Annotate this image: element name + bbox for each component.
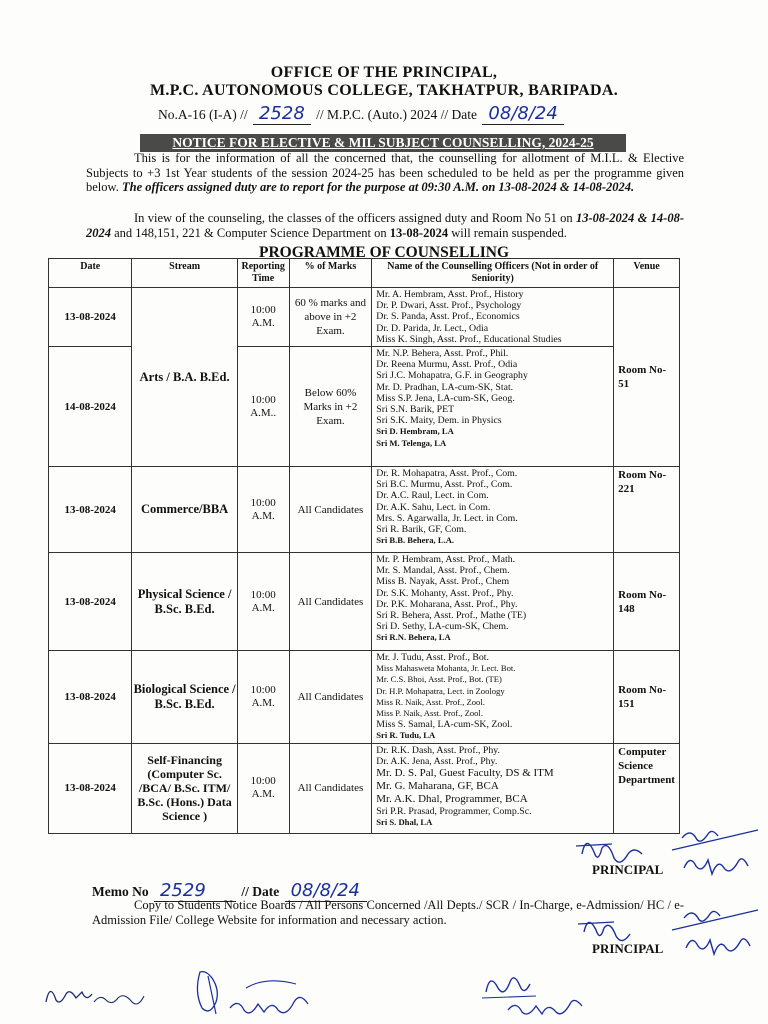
marks-cell: All Candidates — [289, 467, 372, 553]
officer-name: Mr. A.K. Dhal, Programmer, BCA — [376, 793, 528, 806]
notice-title: NOTICE FOR ELECTIVE & MIL SUBJECT COUNSELLING, 2024-25 — [140, 134, 626, 152]
officer-name: Sri D. Sethy, LA-cum-SK, Chem. — [376, 621, 509, 633]
time-cell: 10:00 A.M. — [237, 743, 289, 833]
time-cell: 10:00 A.M. — [237, 467, 289, 553]
col-header-marks: % of Marks — [289, 259, 372, 288]
ref-number-handwritten: 2528 — [253, 103, 311, 125]
venue-cell-commerce: Room No-221 — [614, 467, 680, 553]
officer-name: Dr. R. Mohapatra, Asst. Prof., Com. — [376, 468, 518, 480]
officers-cell — [372, 743, 614, 833]
time-cell: 10:00 A.M.. — [237, 347, 289, 467]
venue-cell-arts: Room No-51 — [614, 288, 680, 467]
officers-cell — [372, 288, 614, 347]
college-heading: M.P.C. AUTONOMOUS COLLEGE, TAKHATPUR, BARIPADA. — [149, 82, 619, 99]
memo-label: Memo No — [92, 884, 149, 899]
officer-name: Sri B.C. Murmu, Asst. Prof., Com. — [376, 479, 513, 491]
officers-cell — [372, 347, 614, 467]
officer-name-la: Sri B.B. Behera, L.A. — [376, 535, 455, 546]
officer-name: Mr. N.P. Behera, Asst. Prof., Phil. — [376, 348, 509, 360]
table-row-physical — [49, 553, 680, 651]
officer-name: Sri R. Behera, Asst. Prof., Mathe (TE) — [376, 610, 527, 622]
officer-name: Mrs. S. Agarwalla, Jr. Lect. in Com. — [376, 512, 518, 524]
officer-name: Miss K. Singh, Asst. Prof., Educational Studies — [376, 333, 562, 345]
table-row-biological — [49, 651, 680, 744]
officer-name: Sri S.K. Maity, Dem. in Physics — [376, 415, 502, 427]
ref-middle: // M.P.C. (Auto.) 2024 // Date — [316, 107, 478, 122]
officer-name: Sri P.R. Prasad, Programmer, Comp.Sc. — [376, 806, 532, 818]
table-row-commerce — [49, 467, 680, 553]
officers-cell — [372, 553, 614, 651]
officer-name: Miss P. Naik, Asst. Prof., Zool. — [376, 708, 483, 719]
officers-cell — [372, 651, 614, 744]
initials-signature-middle — [186, 962, 316, 1022]
venue-cell-physical: Room No-148 — [614, 553, 680, 651]
time-cell: 10:00 A.M. — [237, 651, 289, 744]
col-header-venue: Venue — [614, 259, 680, 288]
suspension-dates-1: 13-08-2024 & 14-08-2024 — [86, 211, 684, 240]
officer-name: Sri S.N. Barik, PET — [376, 404, 455, 416]
officer-name: Mr. C.S. Bhoi, Asst. Prof., Bot. (TE) — [376, 674, 502, 685]
officer-name: Mr. J. Tudu, Asst. Prof., Bot. — [376, 652, 489, 664]
marks-cell: Below 60% Marks in +2 Exam. — [289, 347, 372, 467]
ref-prefix: No.A-16 (I-A) // — [158, 107, 248, 122]
officer-name: Miss Mahasweta Mohanta, Jr. Lect. Bot. — [376, 663, 516, 674]
marks-cell: All Candidates — [289, 553, 372, 651]
marks-cell: All Candidates — [289, 743, 372, 833]
officer-name: Mr. G. Maharana, GF, BCA — [376, 780, 499, 793]
officer-name: Sri J.C. Mohapatra, G.F. in Geography — [376, 370, 528, 382]
officer-name: Dr. A.C. Raul, Lect. in Com. — [376, 490, 489, 502]
programme-title: PROGRAMME OF COUNSELLING — [258, 244, 509, 261]
table-row-selffinancing — [49, 743, 680, 833]
initials-signature-right — [478, 962, 588, 1020]
officer-name: Sri R. Barik, GF, Com. — [376, 524, 467, 536]
officer-name: Mr. P. Hembram, Asst. Prof., Math. — [376, 554, 516, 566]
ref-date-handwritten: 08/8/24 — [482, 103, 563, 125]
intro-text: This is for the information of all the concerned that, the counselling for allotment of M.I.L. & Elective Subjects to +3 1st Year students of the session 2024-25 has been scheduled to be held as per the programme given below. — [86, 151, 684, 194]
officer-name-la: Sri D. Hembram, LA — [376, 426, 454, 437]
officers-cell — [372, 467, 614, 553]
stream-cell-arts: Arts / B.A. B.Ed. — [132, 288, 237, 467]
suspension-date-2: 13-08-2024 — [389, 225, 449, 240]
officer-name-la: Sri R.N. Behera, LA — [376, 632, 451, 643]
officer-name: Dr. P. Dwari, Asst. Prof., Psychology — [376, 300, 522, 312]
officer-name: Miss S.P. Jena, LA-cum-SK, Geog. — [376, 392, 515, 404]
memo-date-handwritten: 08/8/24 — [285, 880, 367, 902]
suspension-text-b: and 148,151, 221 & Computer Science Department on — [111, 225, 390, 240]
principal-label-1: PRINCIPAL — [592, 862, 664, 877]
stream-cell-commerce: Commerce/BBA — [132, 467, 237, 553]
counselling-table — [48, 258, 680, 834]
copy-to-paragraph: Copy to Students Notice Boards / All Persons Concerned /All Depts./ SCR / In-Charge, e-Admission/ HC / e-Admission File/ College Website for information and necessary action. — [92, 898, 684, 927]
table-row-arts-1 — [49, 288, 680, 347]
stream-cell-biological: Biological Science / B.Sc. B.Ed. — [132, 651, 237, 744]
marks-cell: All Candidates — [289, 651, 372, 744]
officer-name: Dr. D. Parida, Jr. Lect., Odia — [376, 322, 489, 334]
date-cell: 14-08-2024 — [49, 347, 132, 467]
officer-name: Mr. A. Hembram, Asst. Prof., History — [376, 289, 524, 300]
officer-name-la: Sri S. Dhal, LA — [376, 817, 433, 828]
officer-name: Mr. D. S. Pal, Guest Faculty, DS & ITM — [376, 767, 554, 780]
officer-name: Mr. S. Mandal, Asst. Prof., Chem. — [376, 565, 510, 577]
initials-signature-left — [40, 972, 150, 1012]
col-header-officers: Name of the Counselling Officers (Not in order of Seniority) — [372, 259, 614, 288]
memo-number-handwritten: 2529 — [154, 880, 236, 902]
marks-cell: 60 % marks and above in +2 Exam. — [289, 288, 372, 347]
officer-name: Dr. S. Panda, Asst. Prof., Economics — [376, 311, 520, 323]
table-header-row — [49, 259, 680, 288]
date-cell: 13-08-2024 — [49, 553, 132, 651]
officer-name-la: Sri R. Tudu, LA — [376, 730, 436, 741]
date-cell: 13-08-2024 — [49, 651, 132, 744]
venue-cell-biological: Room No-151 — [614, 651, 680, 744]
officer-name: Miss S. Samal, LA-cum-SK, Zool. — [376, 719, 513, 731]
officer-name: Dr. A.K. Sahu, Lect. in Com. — [376, 501, 491, 513]
office-heading: OFFICE OF THE PRINCIPAL, — [270, 64, 498, 81]
officer-name-la: Sri M. Telenga, LA — [376, 437, 447, 448]
principal-label-2: PRINCIPAL — [592, 941, 664, 956]
intro-emphasis: The officers assigned duty are to report for the purpose at 09:30 A.M. on 13-08-2024 & 14-08-2024. — [122, 180, 635, 194]
officer-name: Dr. H.P. Mohapatra, Lect. in Zoology — [376, 685, 505, 696]
memo-date-label: // Date — [241, 884, 280, 899]
officer-name: Dr. P.K. Moharana, Asst. Prof., Phy. — [376, 598, 518, 610]
suspension-text-c: will remain suspended. — [448, 225, 567, 240]
intro-paragraph — [86, 151, 684, 195]
officer-name: Miss R. Naik, Asst. Prof., Zool. — [376, 696, 485, 707]
time-cell: 10:00 A.M. — [237, 288, 289, 347]
officer-name: Miss B. Nayak, Asst. Prof., Chem — [376, 576, 510, 588]
stream-cell-physical: Physical Science / B.Sc. B.Ed. — [132, 553, 237, 651]
officer-name: Dr. R.K. Dash, Asst. Prof., Phy. — [376, 744, 500, 756]
col-header-stream: Stream — [132, 259, 237, 288]
suspension-text-a: In view of the counseling, the classes of the officers assigned duty and Room No 51 on — [134, 211, 576, 225]
time-cell: 10:00 A.M. — [237, 553, 289, 651]
officer-name: Dr. Reena Murmu, Asst. Prof., Odia — [376, 359, 518, 371]
officer-name: Dr. A.K. Jena, Asst. Prof., Phy. — [376, 755, 498, 767]
reference-line — [158, 103, 566, 125]
stream-cell-selffinancing: Self-Financing (Computer Sc. /BCA/ B.Sc. ITM/ B.Sc. (Hons.) Data Science ) — [132, 743, 237, 833]
suspension-paragraph — [86, 211, 684, 240]
col-header-time: Reporting Time — [237, 259, 289, 288]
officer-name: Dr. S.K. Mohanty, Asst. Prof., Phy. — [376, 587, 514, 599]
date-cell: 13-08-2024 — [49, 288, 132, 347]
venue-cell-selffinancing: Computer Science Department — [614, 743, 680, 833]
date-cell: 13-08-2024 — [49, 743, 132, 833]
officer-name: Mr. D. Pradhan, LA-cum-SK, Stat. — [376, 381, 514, 393]
col-header-date: Date — [49, 259, 132, 288]
date-cell: 13-08-2024 — [49, 467, 132, 553]
